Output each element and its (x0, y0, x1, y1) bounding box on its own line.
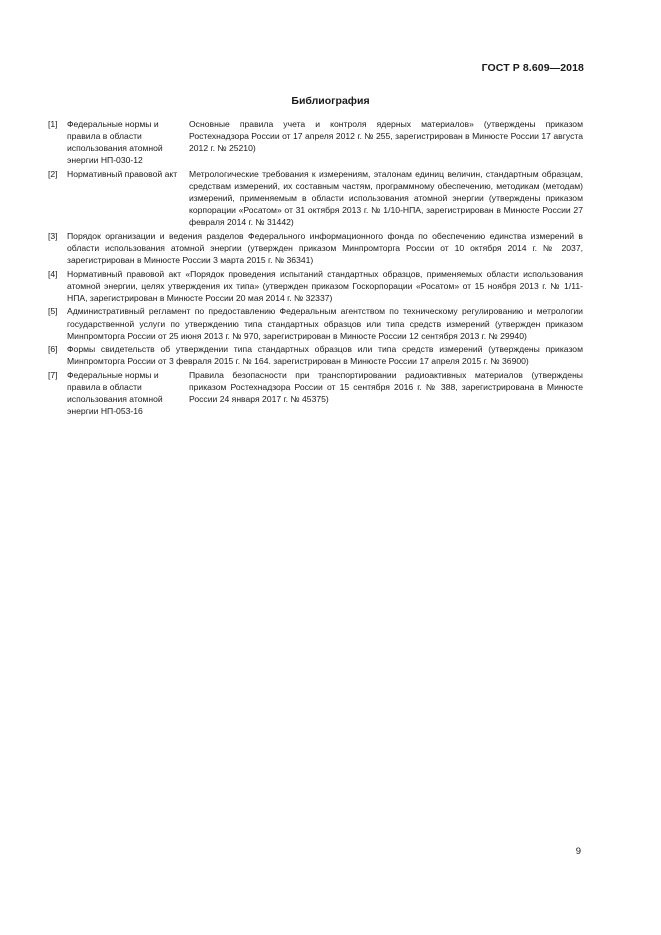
bibliography-entry-6 (48, 343, 583, 367)
entry-source: Федеральные нормы и правила в области использования атомной энергии НП-053-16 (67, 369, 163, 417)
entry-number: [1] (48, 119, 58, 129)
bibliography-entry-4 (48, 268, 583, 304)
entry-text: Административный регламент по предоставлению Федеральным агентством по техническому регулированию и метрологии государственной услуги по утверждению типа стандартных образцов или типа средств измерений (утвержден приказом Минпромторга России от 25 июня 2013 г. № 970, зарегистрирован в Минюсте России 12 сентября 2013 г. № 29940) (67, 306, 583, 341)
entry-number: [3] (48, 230, 58, 241)
entry-text: Нормативный правовой акт «Порядок проведения испытаний стандартных образцов, применяемых области использования атомной энергии, целях утверждения их типа» (утвержден приказом Госкорпорации «Росатом» от 15 ноября 2013 г. № 1/11-НПА, зарегистрирован в Минюсте России 20 мая 2014 г. № 32337) (67, 268, 583, 303)
bibliography-entry-5 (48, 305, 583, 341)
entry-text: Порядок организации и ведения разделов Федерального информационного фонда по обеспечению единства измерений в области использования атомной энергии (утвержден приказом Минпромторга России от 10 октября 2014 г. № 2037, зарегистрирован в Минюсте России 3 марта 2015 г. № 36341) (67, 230, 583, 266)
entry-text: Метрологические требования к измерениям, эталонам единиц величин, стандартным образцам, средствам измерений, их составным частям, программному обеспечению, методикам (методам) измерений, применяемым в области использования атомной энергии (утверждены приказом корпорации «Росатом» от 31 октября 2013 г. № 1/10-НПА, зарегистрирован в Минюсте России 27 февраля 2014 г. № 31442) (189, 168, 583, 228)
entry-text: Правила безопасности при транспортировании радиоактивных материалов (утверждены приказом Ростехнадзора России от 15 сентября 2016 г. № 388, зарегистрирована в Минюсте России 24 января 2017 г. № 45375) (189, 369, 583, 405)
bibliography-entry-7 (48, 369, 583, 417)
entry-text: Основные правила учета и контроля ядерных материалов» (утверждены приказом Ростехнадзора России от 17 апреля 2012 г. № 255, зарегистрирован в Минюсте России 17 августа 2012 г. № 25210) (189, 119, 583, 154)
entry-source: Нормативный правовой акт (67, 168, 178, 179)
bibliography-entry-1 (48, 118, 583, 166)
document-header: ГОСТ Р 8.609—2018 (481, 62, 584, 74)
entry-text: Формы свидетельств об утверждении типа стандартных образцов или типа средств измерений (утверждены приказом Минпромторга России от 3 февраля 2015 г. № 164. зарегистрирован в Минюсте России 17 апреля 2015 г. № 36900) (67, 344, 583, 367)
page-title: Библиография (291, 95, 370, 107)
entry-number: [5] (48, 306, 58, 317)
entry-number: [7] (48, 369, 58, 380)
entry-number: [4] (48, 268, 58, 279)
bibliography-list (48, 118, 583, 419)
entry-number: [2] (48, 168, 58, 179)
page-number: 9 (575, 846, 581, 857)
bibliography-entry-2 (48, 168, 583, 228)
entry-source: Федеральные нормы и правила в области использования атомной энергии НП-030-12 (67, 119, 163, 166)
entry-number: [6] (48, 344, 58, 355)
bibliography-entry-3 (48, 230, 583, 266)
